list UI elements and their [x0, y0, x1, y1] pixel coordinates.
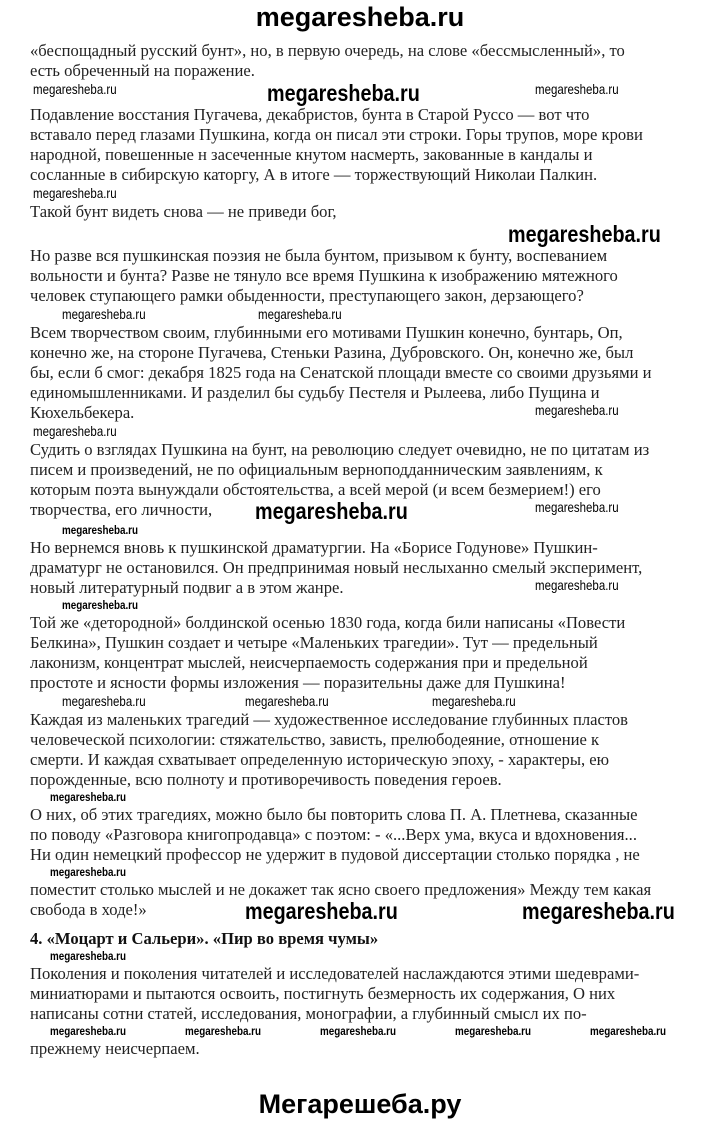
- watermark: megaresheba.ru: [50, 790, 127, 804]
- watermark: megaresheba.ru: [267, 80, 420, 106]
- text-line: Но разве вся пушкинская поэзия не была бунтом, призывом к бунту, воспеванием: [30, 246, 608, 265]
- watermark: megaresheba.ru: [455, 1024, 532, 1038]
- watermark: megaresheba.ru: [185, 1024, 262, 1038]
- watermark: megaresheba.ru: [535, 402, 619, 418]
- text-line: Подавление восстания Пугачева, декабристов, бунта в Старой Руссо — вот что: [30, 105, 590, 124]
- text-line: драматург не остановился. Он предпринимая новый неслыханно смелый эксперимент,: [30, 558, 643, 577]
- watermark: megaresheba.ru: [590, 1024, 667, 1038]
- text-line: простоте и ясности формы изложения — поразительны даже для Пушкина!: [30, 673, 566, 692]
- text-line: есть обреченный на поражение.: [30, 61, 255, 80]
- text-line: написаны сотни статей, исследования, монографии, а глубинный смысл их по-: [30, 1004, 587, 1023]
- watermark: megaresheba.ru: [50, 1024, 127, 1038]
- watermark: megaresheba.ru: [33, 185, 117, 201]
- text-line: свобода в ходе!»: [30, 900, 147, 919]
- watermark: megaresheba.ru: [535, 499, 619, 515]
- text-line: порожденные, всю полноту и противоречивость поведения героев.: [30, 770, 502, 789]
- watermark: megaresheba.ru: [62, 523, 139, 537]
- text-line: человеческой психологии: стяжательство, зависть, прелюбодеяние, отношение к: [30, 730, 600, 749]
- text-line: смерти. И каждая схватывает определенную историческую эпоху, - характеры, ею: [30, 750, 610, 769]
- text-line: народной, повешенные н засеченные кнутом насмерть, закованные в кандалы и: [30, 145, 593, 164]
- watermark: megaresheba.ru: [50, 949, 127, 963]
- watermark: megaresheba.ru: [258, 306, 342, 322]
- text-line: Судить о взглядах Пушкина на бунт, на революцию следует очевидно, не по цитатам из: [30, 440, 650, 459]
- text-line: человек ступающего рамки обыденности, преступающего закон, дерзающего?: [30, 286, 584, 305]
- watermark: megaresheba.ru: [255, 498, 408, 524]
- site-footer: Мегарешеба.ру: [258, 1089, 462, 1119]
- text-line: писем и произведений, не по официальным верноподданническим заявлениям, к: [30, 460, 603, 479]
- watermark: megaresheba.ru: [535, 577, 619, 593]
- watermark: megaresheba.ru: [62, 693, 146, 709]
- text-line: О них, об этих трагедиях, можно было бы повторить слова П. А. Плетнева, сказанные: [30, 805, 638, 824]
- text-line: единомышленниками. И разделил бы судьбу Пестеля и Рылеева, либо Пущина и: [30, 383, 600, 402]
- text-line: Ни один немецкий профессор не удержит в пудовой диссертации столько порядка , не: [30, 845, 640, 864]
- watermark: megaresheba.ru: [33, 81, 117, 97]
- text-line: вольности и бунта? Разве не тянуло все время Пушкина к изображению мятежного: [30, 266, 618, 285]
- text-line: творчества, его личности,: [30, 500, 213, 519]
- text-line: бы, если б смог: декабря 1825 года на Сенатской площади вместе со своими друзьями и: [30, 363, 652, 382]
- watermark: megaresheba.ru: [62, 306, 146, 322]
- text-line: Всем творчеством своим, глубинными его мотивами Пушкин конечно, бунтарь, Оп,: [30, 323, 623, 342]
- text-line: новый литературный подвиг а в этом жанре.: [30, 578, 344, 597]
- watermark: megaresheba.ru: [33, 423, 117, 439]
- text-line: вставало перед глазами Пушкина, когда он писал эти строки. Горы трупов, море крови: [30, 125, 643, 144]
- site-header: megaresheba.ru: [255, 2, 465, 32]
- watermark: megaresheba.ru: [320, 1024, 397, 1038]
- watermark: megaresheba.ru: [432, 693, 516, 709]
- text-line: которым поэта вынуждали обстоятельства, а всей мерой (и всем безмерием!) его: [30, 480, 601, 499]
- text-line: Такой бунт видеть снова — не приведи бог,: [30, 202, 337, 221]
- text-line: Каждая из маленьких трагедий — художественное исследование глубинных пластов: [30, 710, 629, 729]
- text-line: Белкина», Пушкин создает и четыре «Маленьких трагедии». Тут — предельный: [30, 633, 598, 652]
- text-line: Кюхельбекера.: [30, 403, 135, 422]
- watermark: megaresheba.ru: [62, 598, 139, 612]
- text-line: поместит столько мыслей и не докажет так ясно своего предложения» Между тем какая: [30, 880, 652, 899]
- watermark: megaresheba.ru: [508, 221, 661, 247]
- text-line: лаконизм, концентрат мыслей, неисчерпаемость содержания при и предельной: [30, 653, 588, 672]
- watermark: megaresheba.ru: [245, 898, 398, 924]
- watermark: megaresheba.ru: [50, 865, 127, 879]
- text-line: Той же «детородной» болдинской осенью 1830 года, когда били написаны «Повести: [30, 613, 626, 632]
- text-line: сосланные в сибирскую каторгу, А в итоге — торжествующий Николаи Палкин.: [30, 165, 598, 184]
- watermark: megaresheba.ru: [535, 81, 619, 97]
- text-line: миниатюрами и пытаются освоить, постигнуть безмерность их содержания, О них: [30, 984, 616, 1003]
- watermark: megaresheba.ru: [245, 693, 329, 709]
- text-line: прежнему неисчерпаем.: [30, 1039, 200, 1058]
- text-line: Но вернемся вновь к пушкинской драматургии. На «Борисе Годунове» Пушкин-: [30, 538, 598, 557]
- watermark: megaresheba.ru: [522, 898, 675, 924]
- text-line: конечно же, на стороне Пугачева, Стеньки Разина, Дубровского. Он, конечно же, был: [30, 343, 634, 362]
- text-line: Поколения и поколения читателей и исследователей наслаждаются этими шедеврами-: [30, 964, 640, 983]
- text-line: по поводу «Разговора книгопродавца» с поэтом: - «...Верх ума, вкуса и вдохновения...: [30, 825, 637, 844]
- text-line: «беспощадный русский бунт», но, в первую очередь, на слове «бессмысленный», то: [30, 41, 625, 60]
- section-heading: 4. «Моцарт и Сальери». «Пир во время чумы»: [30, 929, 379, 948]
